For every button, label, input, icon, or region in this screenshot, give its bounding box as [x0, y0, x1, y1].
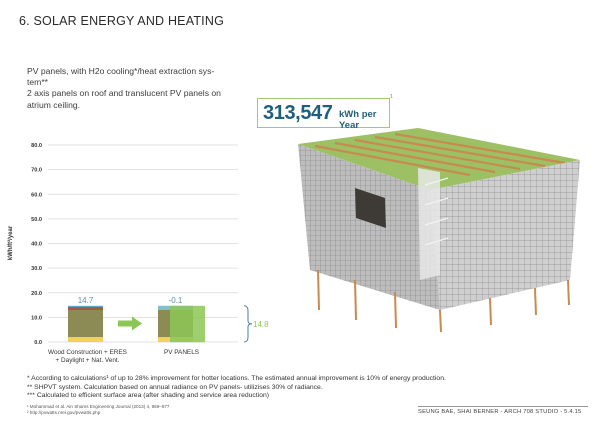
bar-wood-value-label: 14.7	[77, 295, 94, 305]
bar-wood-construction	[68, 306, 103, 342]
bar-wood-base-segment	[68, 337, 103, 342]
page-title: 6. SOLAR ENERGY AND HEATING	[19, 14, 224, 28]
right-arrow-icon	[118, 317, 142, 331]
y-tick-label: 20.0	[31, 290, 42, 297]
y-tick-label: 70.0	[31, 167, 42, 174]
reference-2: ² http://pvwatts.nrel.gov/pvwatts.php	[27, 410, 101, 415]
building-rendering	[290, 120, 595, 335]
bar-wood-body-segment	[68, 310, 103, 337]
bar-pv-panels	[158, 306, 205, 342]
reference-1: ¹ Mohammad et al. Ain Shams Engineering Journal (2013) 4, 869–877	[27, 404, 170, 409]
y-tick-label: 60.0	[31, 192, 42, 199]
bar-pv-offset-segment	[170, 306, 205, 342]
y-tick-label: 30.0	[31, 266, 42, 273]
description-line-2: tem**	[27, 77, 49, 88]
footnote-2: ** SHPVT system. Calculation based on annual radiance on PV panels- utilizises 30% of radiance.	[27, 383, 323, 391]
category-label-wood-line-2: + Daylight + Nat. Vent.	[55, 357, 120, 364]
y-tick-label: 40.0	[31, 241, 42, 248]
y-tick-labels	[31, 143, 42, 346]
description-line-1: PV panels, with H2o cooling*/heat extraction sys-	[27, 66, 215, 76]
references	[27, 404, 170, 416]
y-tick-label: 50.0	[31, 216, 42, 223]
annual-energy-unit: kWh per Year	[339, 109, 377, 131]
energy-chart	[0, 135, 290, 370]
y-axis-label: kWh/ft²/year	[8, 225, 14, 261]
footnote-3: *** Calculated to efficient surface area (after shading and service area reduction)	[27, 392, 270, 400]
bar-wood-cap-segment	[68, 306, 103, 307]
footnote-1: * According to calculations¹ of up to 28% improvement for hotter locations. The estimated annual improvement is 10% of energy production.	[27, 375, 446, 382]
bar-wood-top-segment	[68, 307, 103, 310]
y-tick-label: 10.0	[31, 315, 42, 322]
pv-offset-label: 14.8	[253, 319, 269, 329]
footer-credits: SEUNG BAE, SHAI BERNER - ARCH 708 STUDIO - 5.4.15	[418, 409, 582, 415]
annual-energy-value: 313,547	[263, 102, 333, 124]
description-line-3: 2 axis panels on roof and translucent PV panels on	[27, 88, 221, 99]
bar-pv-value-label: -0.1	[168, 295, 183, 305]
y-tick-label: 80.0	[31, 143, 42, 149]
description	[27, 66, 232, 111]
description-line-4: atrium ceiling.	[27, 99, 81, 110]
offset-brace-icon	[244, 306, 252, 342]
footer-rule	[418, 406, 588, 407]
y-tick-label: 0.0	[34, 340, 42, 346]
category-label-wood-line-1: Wood Construction + ERES	[48, 349, 127, 356]
category-label-pv-panels: PV PANELS	[163, 349, 200, 356]
annual-energy-footnote-mark: 1	[390, 94, 393, 100]
footnotes	[27, 375, 457, 401]
